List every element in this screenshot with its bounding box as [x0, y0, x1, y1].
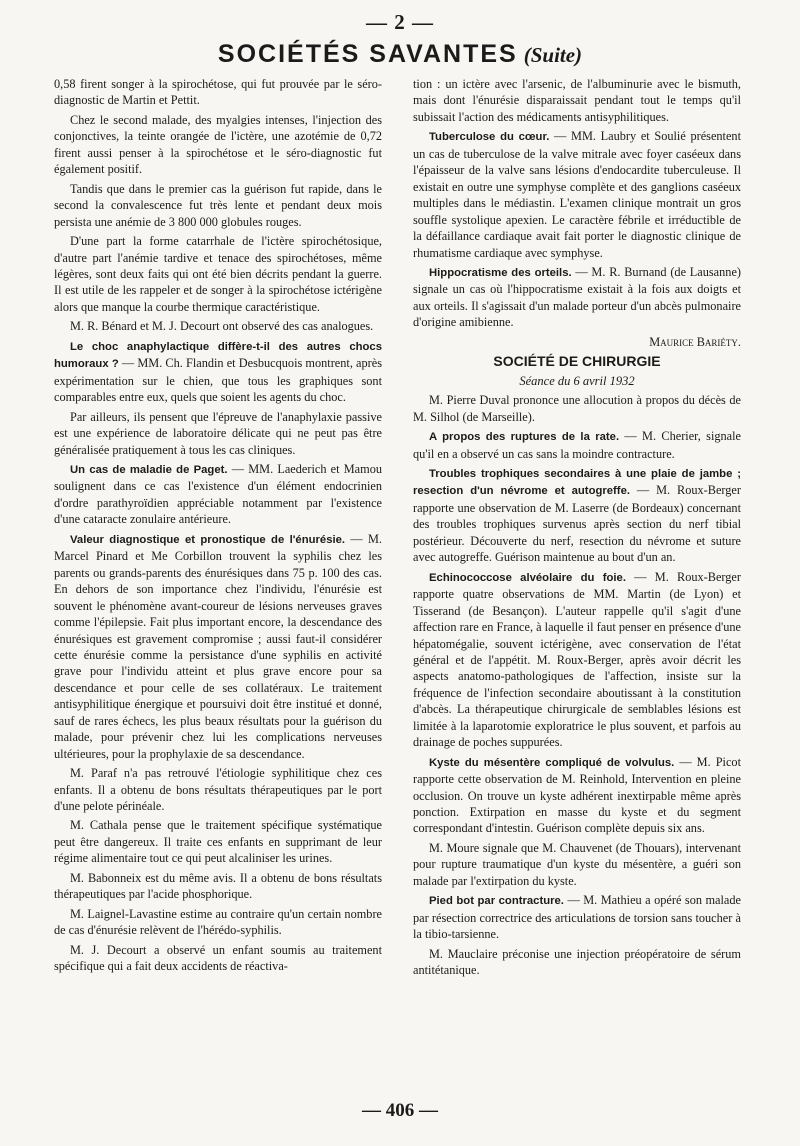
paragraph-text: Tandis que dans le premier cas la guérison fut rapide, dans le second la convalescence fut très lente et pendant deux mois persista une anémie de 3 800 000 globules rouges. — [54, 181, 382, 229]
paragraph-text: M. Babonneix est du même avis. Il a obtenu de bons résultats thérapeutiques par l'acide phosphorique. — [54, 870, 382, 902]
paragraph-text: — M. Picot rapporte cette observation de M. Reinhold, Intervention en pleine occlusion. On trouve un kyste adhérent inextirpable même après ponction. Extirpation en masse du kyste et du segment correspondant d'intestin. Guérison complète depuis six ans. — [413, 754, 741, 836]
paragraph — [413, 754, 741, 837]
page-number: — 406 — — [362, 1100, 438, 1121]
paragraph-text: — M. R. Burnand (de Lausanne) signale un cas où l'hippocratisme existait à la fois aux doigts et aux orteils. Il s'agissait d'un malade porteur d'un abcès pulmonaire d'origine amibienne. — [413, 264, 741, 330]
paragraph — [54, 233, 382, 315]
paragraph — [413, 128, 741, 261]
paragraph-text: M. Cathala pense que le traitement spécifique systématique peut être dangereux. Il traite ces enfants en supprimant de leur régime alimentaire tout ce qui peut alcaliniser les urines. — [54, 818, 382, 866]
section-title: SOCIÉTÉ DE CHIRURGIE — [493, 353, 661, 370]
paragraph-text: M. J. Decourt a observé un enfant soumis au traitement spécifique qui a fait deux accidents de réactiva- — [54, 942, 382, 974]
paragraph — [54, 942, 382, 975]
paragraph-text: Par ailleurs, ils pensent que l'épreuve de l'anaphylaxie passive est une expérience de laboratoire délicate qui ne peut pas être généralisée pratiquement à tous les cas cliniques. — [54, 409, 382, 457]
paragraph — [413, 76, 741, 125]
right-column — [413, 76, 741, 982]
paragraph-heading: A propos des ruptures de la rate. — [429, 431, 620, 444]
paragraph — [54, 906, 382, 939]
paragraph — [54, 531, 382, 762]
paragraph-heading: Echinococcose alvéolaire du foie. — [429, 571, 626, 584]
paragraph-heading: Valeur diagnostique et pronostique de l'énurésie. — [70, 533, 346, 546]
paragraph-text: — MM. Laubry et Soulié présentent un cas de tuberculose de la valve mitrale avec foyer caséeux dans l'épaisseur de la valve sans lésions d'endocardite tuberculeuse. Il existait en outre une symphyse complète et des ganglions caséeux multiples dans le médiastin. L'examen clinique montrait un gros souffle systolique apexien. Le caractère fébrile et irréductible de la défaillance cardiaque avait fait porter le diagnostic clinique de rhumatisme cardiaque avec symphyse. — [413, 129, 742, 260]
paragraph-text: tion : un ictère avec l'arsenic, de l'albuminurie avec le bismuth, mais dont l'énurésie disparaissait pendant tout le temps qu'il subissait l'action des médicaments antisyphilitiques. — [413, 77, 741, 124]
paragraph-text: Chez le second malade, des myalgies intenses, l'injection des conjonctives, la teinte orangée de l'ictère, une azotémie de 0,72 firent aussi penser à la spirochétose et le séro-diagnostic fut également positif. — [54, 112, 382, 177]
left-column — [54, 76, 382, 978]
page-title — [0, 40, 800, 69]
paragraph — [413, 264, 741, 331]
paragraph — [413, 946, 741, 979]
paragraph-text: M. Mauclaire préconise une injection préopératoire de sérum antitétanique. — [413, 946, 741, 978]
paragraph-text: M. Moure signale que M. Chauvenet (de Thouars), intervenant pour rupture traumatique d'un kyste du mésentère, a guéri son malade par l'extirpation du kyste. — [413, 840, 741, 888]
paragraph — [54, 409, 382, 458]
paragraph — [54, 765, 382, 814]
right-column-top — [413, 76, 741, 331]
paragraph-text: — MM. Laederich et Mamou soulignent dans ce cas l'existence d'un élément endocrinien d'ordre parathyroïdien appréciable notamment par l'existence d'une cataracte zonulaire antérieure. — [54, 461, 382, 527]
paragraph-text: M. R. Bénard et M. J. Decourt ont observé des cas analogues. — [70, 319, 374, 334]
paragraph-text: — M. Roux-Berger rapporte une observation de M. Laserre (de Bordeaux) concernant des troubles trophiques survenus après section du nerf tibial postérieur. Découverte du nerf, resection du névrome et suture avec autogreffe. Guérison maintenue au bout d'un an. — [413, 483, 741, 565]
paragraph-heading: Hippocratisme des orteils. — [429, 266, 572, 279]
paragraph — [413, 428, 741, 462]
paragraph-text: — M. Cherier, signale qu'il en a observé un cas sans la moindre contracture. — [413, 429, 741, 461]
paragraph-text: 0,58 firent songer à la spirochétose, qui fut prouvée par le séro-diagnostic de Martin et Pettit. — [54, 77, 382, 108]
paragraph — [54, 181, 382, 230]
section-date: Séance du 6 avril 1932 — [519, 373, 635, 388]
paragraph-heading: Le choc anaphylactique diffère-t-il des autres chocs humoraux ? — [54, 340, 382, 371]
page-marker: — 2 — — [366, 10, 434, 34]
paragraph — [54, 338, 382, 406]
paragraph-heading: Un cas de maladie de Paget. — [70, 463, 228, 476]
paragraph-text: M. Pierre Duval prononce une allocution à propos du décès de M. Silhol (de Marseille). — [413, 393, 741, 424]
title-text: SOCIÉTÉS SAVANTES — [217, 40, 518, 68]
paragraph — [54, 112, 382, 178]
paragraph — [54, 817, 382, 866]
paragraph-heading: Troubles trophiques secondaires à une plaie de jambe ; resection d'un névrome et autogreffe. — [413, 467, 741, 498]
paragraph — [413, 569, 741, 751]
paragraph-text: — M. Marcel Pinard et Me Corbillon trouvent la syphilis chez les parents ou grands-parents des énurésiques dans 75 p. 100 des cas. En dehors de son importance chez l'individu, l'énurésie est souvent le phénomène avant-coureur de lésions nerveuses graves comme l'épilepsie. Fait plus important encore, la descendance des énurésiques est gravement compromise ; aussi faut-il considérer cette énurésie comme la persistance d'une syphilis en activité grave pour l'individu atteint et plus grave encore pour sa descendance et pour celle de ses collatéraux. Le traitement antisyphilitique énergique et poursuivi doit être institué et donné, sauf de rares échecs, les plus beaux résultats pour la guérison du malade, pour prévenir chez lui les complications nerveuses ultérieures, pour la prophylaxie de sa descendance. — [54, 531, 382, 761]
paragraph-text: — M. Roux-Berger rapporte quatre observations de MM. Martin (de Lyon) et Tisserand (de Besançon). L'auteur rappelle qu'il s'agit d'une affection rare en France, à laquelle il faut penser en présence d'une hépatomégalie, souvent ictérigène, avec conservation de l'état général et de l'appétit. M. Roux-Berger, après avoir décrit les aspects anatomo-pathologiques de l'affection, insiste sur la fréquence de l'infection secondaire aboutissant à la constitution d'abcès. La thérapeutique chirurgicale de semblables lésions est limitée à la laparotomie exploratrice le plus souvent, et parfois au drainage de poches suppurées. — [413, 569, 741, 750]
paragraph — [54, 870, 382, 903]
paragraph — [413, 392, 741, 425]
paragraph — [54, 76, 382, 109]
paragraph — [54, 461, 382, 528]
paragraph — [54, 318, 382, 334]
paragraph — [413, 840, 741, 889]
paragraph-text: M. Paraf n'a pas retrouvé l'étiologie syphilitique chez ces enfants. Il a obtenu de bons résultats thérapeutiques par le port d'une pelote périnéale. — [54, 766, 382, 814]
paragraph — [413, 465, 741, 566]
right-column-bottom — [413, 392, 741, 978]
paragraph-heading: Pied bot par contracture. — [429, 895, 564, 908]
paragraph-heading: Tuberculose du cœur. — [429, 131, 550, 144]
title-suffix: (Suite) — [523, 43, 583, 67]
paragraph-heading: Kyste du mésentère compliqué de volvulus. — [429, 756, 675, 769]
paragraph-text: — MM. Ch. Flandin et Desbucquois montrent, après expérimentation sur le chien, que tous les graphiques sont comparables entre eux, quels que soient les agents du choc. — [54, 356, 382, 405]
paragraph-text: M. Laignel-Lavastine estime au contraire qu'un certain nombre de cas d'énurésie relèvent de l'hérédo-syphilis. — [54, 906, 382, 938]
author-signature: Maurice Bariéty. — [649, 334, 741, 349]
paragraph-text: D'une part la forme catarrhale de l'ictère spirochétosique, d'autre part l'anémie tardive et tenace des spirochétoses, même légères, sont deux faits qui ont été bien décrits pendant la guerre. Il est utile de les rappeler et de songer à la spirochétose ictérigène alors que manque la courbe thermique caractéristique. — [54, 234, 382, 314]
paragraph-text: — M. Mathieu a opéré son malade par résection correctrice des articulations de torsion sans toucher à la tibio-tarsienne. — [413, 893, 741, 942]
paragraph — [413, 892, 741, 942]
